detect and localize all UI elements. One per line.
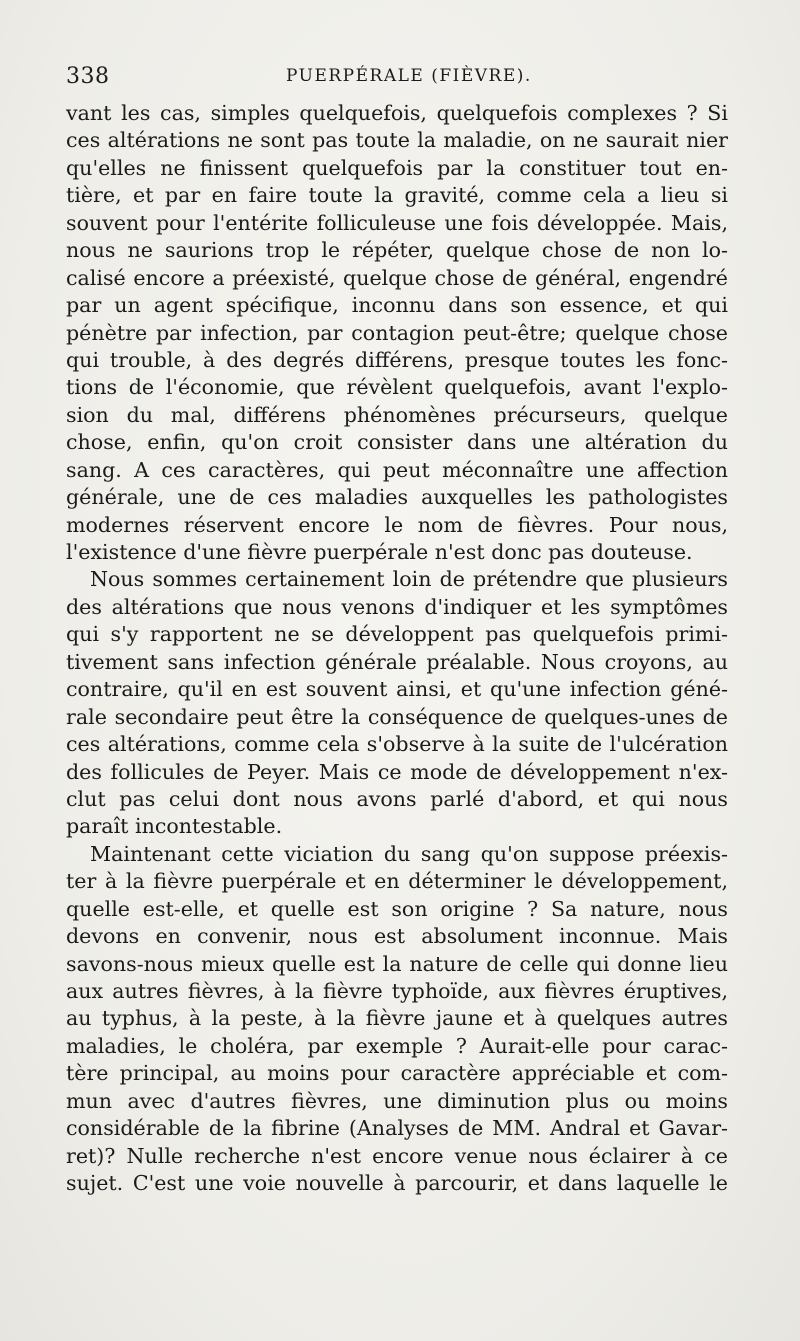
paragraph-3	[66, 841, 728, 1198]
text-line: qu'elles ne finissent quelquefois par la constituer tout en-	[66, 155, 728, 180]
text-line: vant les cas, simples quelquefois, quelquefois complexes ? Si	[66, 101, 728, 125]
text-line: savons-nous mieux quelle est la nature de celle qui donne lieu	[66, 951, 728, 976]
text-line: sion du mal, différens phénomènes précurseurs, quelque	[66, 402, 728, 427]
text-line: mun avec d'autres fièvres, une diminution plus ou moins	[66, 1088, 728, 1113]
text-line: maladies, le choléra, par exemple ? Aurait-elle pour carac-	[66, 1033, 728, 1058]
text-line: contraire, qu'il en est souvent ainsi, et qu'une infection géné-	[66, 677, 728, 702]
paragraph-1	[66, 100, 728, 566]
text-line: qui trouble, à des degrés différens, presque toutes les fonc-	[66, 347, 728, 372]
text-line: ter à la fièvre puerpérale et en déterminer le développement,	[66, 869, 728, 894]
running-head	[66, 64, 736, 94]
text-line: sang. A ces caractères, qui peut méconnaître une affection	[66, 457, 728, 482]
text-line: nous ne saurions trop le répéter, quelque chose de non lo-	[66, 238, 728, 263]
text-line: pénètre par infection, par contagion peut-être; quelque chose	[66, 320, 728, 345]
text-line: ces altérations, comme cela s'observe à la suite de l'ulcération	[66, 732, 728, 757]
text-line: au typhus, à la peste, à la fièvre jaune et à quelques autres	[66, 1006, 728, 1031]
text-line: par un agent spécifique, inconnu dans son essence, et qui	[66, 293, 728, 318]
text-line: chose, enfin, qu'on croit consister dans une altération du	[66, 430, 728, 455]
text-line: qui s'y rapportent ne se développent pas quelquefois primi-	[66, 622, 728, 647]
text-line: Maintenant cette viciation du sang qu'on suppose préexis-	[90, 841, 728, 866]
text-line: des follicules de Peyer. Mais ce mode de développement n'ex-	[66, 759, 728, 784]
running-title: PUERPÉRALE (FIÈVRE).	[286, 66, 532, 86]
text-line: aux autres fièvres, à la fièvre typhoïde, aux fièvres éruptives,	[66, 979, 728, 1003]
text-line: paraît incontestable.	[66, 814, 283, 839]
text-line: Nous sommes certainement loin de prétendre que plusieurs	[90, 567, 728, 592]
text-line: calisé encore a préexisté, quelque chose de général, engendré	[66, 265, 728, 290]
text-line: ret)? Nulle recherche n'est encore venue nous éclairer à ce	[66, 1143, 728, 1168]
text-line: tivement sans infection générale préalable. Nous croyons, au	[66, 649, 728, 674]
paragraph-2	[66, 566, 728, 840]
text-line: clut pas celui dont nous avons parlé d'abord, et qui nous	[66, 786, 728, 811]
body-text	[66, 100, 728, 1198]
text-line: devons en convenir, nous est absolument inconnue. Mais	[66, 924, 728, 949]
text-line: l'existence d'une fièvre puerpérale n'est donc pas douteuse.	[66, 540, 693, 564]
text-line: ces altérations ne sont pas toute la maladie, on ne saurait nier	[66, 128, 728, 153]
text-line: tions de l'économie, que révèlent quelquefois, avant l'explo-	[66, 375, 728, 400]
text-line: rale secondaire peut être la conséquence de quelques-unes de	[66, 704, 728, 729]
text-line: quelle est-elle, et quelle est son origine ? Sa nature, nous	[66, 896, 728, 921]
text-line: des altérations que nous venons d'indiquer et les symptômes	[66, 594, 728, 619]
text-line: sujet. C'est une voie nouvelle à parcourir, et dans laquelle le	[66, 1171, 728, 1196]
text-line: souvent pour l'entérite folliculeuse une fois développée. Mais,	[66, 210, 728, 235]
text-line: modernes réservent encore le nom de fièvres. Pour nous,	[66, 512, 728, 537]
text-line: tère principal, au moins pour caractère appréciable et com-	[66, 1061, 728, 1086]
text-line: générale, une de ces maladies auxquelles les pathologistes	[66, 485, 728, 510]
text-line: considérable de la fibrine (Analyses de MM. Andral et Gavar-	[66, 1116, 728, 1141]
page-number: 338	[66, 64, 110, 89]
text-line: tière, et par en faire toute la gravité, comme cela a lieu si	[66, 183, 728, 208]
